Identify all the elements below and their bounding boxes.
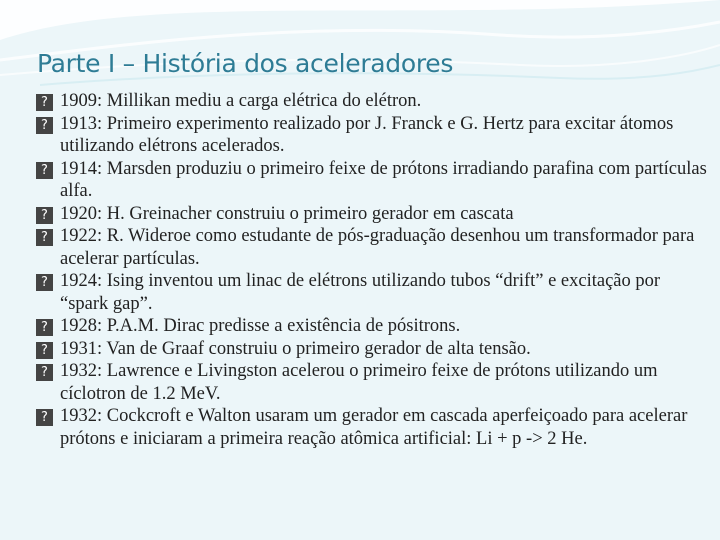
bullet-icon: ?	[36, 162, 53, 179]
bullet-icon: ?	[36, 319, 53, 336]
bullet-icon: ?	[36, 364, 53, 381]
history-year: 1932	[60, 406, 97, 426]
history-item	[36, 405, 708, 450]
history-year: 1920	[60, 203, 97, 224]
history-year: 1928	[60, 316, 97, 336]
bullet-icon: ?	[36, 229, 53, 246]
bullet-icon: ?	[36, 94, 53, 111]
history-item	[36, 338, 708, 361]
history-year: 1931	[60, 338, 97, 359]
history-item	[36, 225, 708, 270]
history-text: : P.A.M. Dirac predisse a existência de pósitrons.	[97, 316, 461, 336]
history-year: 1922	[60, 226, 97, 246]
bullet-icon: ?	[36, 117, 53, 134]
history-item	[36, 113, 708, 158]
history-list	[36, 90, 708, 450]
history-year: 1914	[60, 158, 97, 179]
history-text: : Lawrence e Livingston acelerou o primeiro feixe de prótons utilizando um cíclotron de 1.2 MeV.	[60, 361, 658, 404]
history-item	[36, 360, 708, 405]
bullet-icon: ?	[36, 274, 53, 291]
history-item	[36, 315, 708, 338]
history-text: : Primeiro experimento realizado por J. Franck e G. Hertz para excitar átomos utilizando elétrons acelerados.	[60, 113, 674, 156]
history-text: : Van de Graaf construiu o primeiro gerador de alta tensão.	[97, 338, 531, 359]
history-year: 1909	[60, 91, 97, 111]
history-text: : Cockcroft e Walton usaram um gerador em cascada aperfeiçoado para acelerar prótons e iniciaram a primeira reação atômica artificial: Li + p -> 2 He.	[60, 406, 688, 449]
history-text: : Ising inventou um linac de elétrons utilizando tubos “drift” e excitação por “spark gap”.	[60, 271, 661, 314]
history-year: 1924	[60, 271, 97, 291]
history-item	[36, 90, 708, 113]
bullet-icon: ?	[36, 207, 53, 224]
history-item	[36, 203, 708, 226]
history-year: 1913	[60, 113, 97, 134]
bullet-icon: ?	[36, 342, 53, 359]
history-item	[36, 270, 708, 315]
history-text: : H. Greinacher construiu o primeiro gerador em cascata	[97, 203, 514, 224]
bullet-icon: ?	[36, 409, 53, 426]
history-item	[36, 158, 708, 203]
wave-band-1	[0, 0, 720, 40]
slide-title: Parte I – História dos aceleradores	[37, 49, 454, 78]
history-text: : R. Wideroe como estudante de pós-graduação desenhou um transformador para acelerar partículas.	[60, 226, 695, 269]
history-year: 1932	[60, 361, 97, 381]
history-text: : Marsden produziu o primeiro feixe de prótons irradiando parafina com partículas alfa.	[60, 158, 707, 201]
history-text: : Millikan mediu a carga elétrica do elétron.	[97, 91, 422, 111]
